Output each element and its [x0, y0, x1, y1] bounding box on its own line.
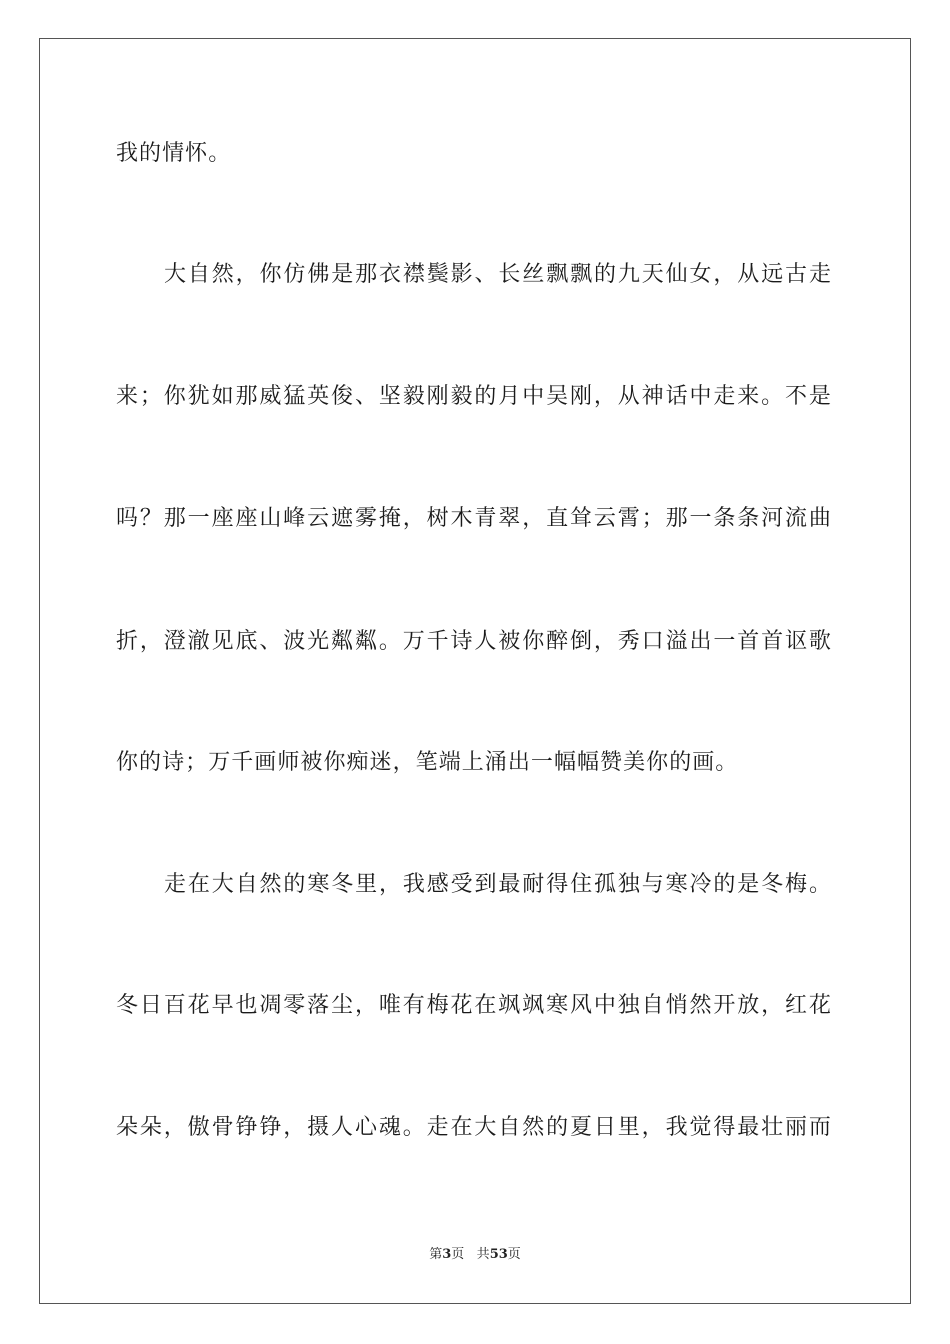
text-line-6: 你的诗；万千画师被你痴迷，笔端上涌出一幅幅赞美你的画。: [116, 750, 739, 775]
total-prefix: 共: [476, 1247, 490, 1262]
text-line-4: 吗？那一座座山峰云遮雾掩，树木青翠，直耸云霄；那一条条河流曲: [116, 506, 832, 531]
page-prefix: 第: [429, 1247, 443, 1262]
page-footer: [0, 1246, 950, 1264]
text-line-3: 来；你犹如那威猛英俊、坚毅刚毅的月中吴刚，从神话中走来。不是: [116, 384, 832, 409]
text-line-2: 大自然，你仿佛是那衣襟鬓影、长丝飘飘的九天仙女，从远古走: [164, 262, 832, 287]
page-number: 3: [442, 1247, 452, 1262]
total-suffix: 页: [507, 1247, 521, 1262]
page-suffix: 页: [451, 1247, 465, 1262]
text-line-7: 走在大自然的寒冬里，我感受到最耐得住孤独与寒冷的是冬梅。: [164, 872, 832, 897]
text-line-8: 冬日百花早也凋零落尘，唯有梅花在飒飒寒风中独自悄然开放，红花: [116, 993, 832, 1018]
total-pages: 53: [489, 1247, 508, 1262]
text-line-9: 朵朵，傲骨铮铮，摄人心魂。走在大自然的夏日里，我觉得最壮丽而: [116, 1115, 832, 1140]
text-line-5: 折，澄澈见底、波光粼粼。万千诗人被你醉倒，秀口溢出一首首讴歌: [116, 629, 832, 654]
text-line-1: 我的情怀。: [116, 141, 232, 166]
